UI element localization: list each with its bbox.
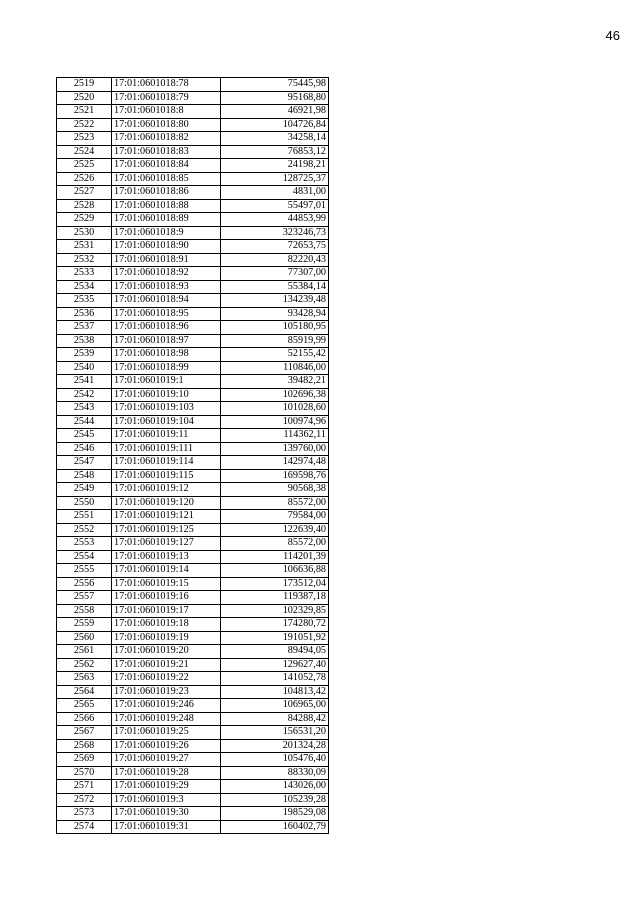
value-cell: 143026,00	[221, 780, 329, 794]
value-cell: 105476,40	[221, 753, 329, 767]
row-index-cell: 2532	[57, 253, 112, 267]
cadastral-number-cell: 17:01:0601019:11	[112, 429, 221, 443]
cadastral-number-cell: 17:01:0601018:93	[112, 280, 221, 294]
row-index-cell: 2539	[57, 348, 112, 362]
cadastral-number-cell: 17:01:0601019:19	[112, 631, 221, 645]
row-index-cell: 2543	[57, 402, 112, 416]
row-index-cell: 2534	[57, 280, 112, 294]
table-row	[57, 658, 329, 672]
row-index-cell: 2569	[57, 753, 112, 767]
cadastral-number-cell: 17:01:0601018:96	[112, 321, 221, 335]
cadastral-number-cell: 17:01:0601018:82	[112, 132, 221, 146]
table-row	[57, 307, 329, 321]
value-cell: 323246,73	[221, 226, 329, 240]
value-cell: 129627,40	[221, 658, 329, 672]
cadastral-number-cell: 17:01:0601019:14	[112, 564, 221, 578]
table-row	[57, 591, 329, 605]
table-row	[57, 793, 329, 807]
value-cell: 101028,60	[221, 402, 329, 416]
cadastral-number-cell: 17:01:0601019:121	[112, 510, 221, 524]
row-index-cell: 2556	[57, 577, 112, 591]
row-index-cell: 2559	[57, 618, 112, 632]
table-row	[57, 78, 329, 92]
table-row	[57, 361, 329, 375]
row-index-cell: 2522	[57, 118, 112, 132]
row-index-cell: 2531	[57, 240, 112, 254]
row-index-cell: 2548	[57, 469, 112, 483]
table-row	[57, 820, 329, 834]
value-cell: 174280,72	[221, 618, 329, 632]
cadastral-number-cell: 17:01:0601019:12	[112, 483, 221, 497]
value-cell: 24198,21	[221, 159, 329, 173]
table-row	[57, 672, 329, 686]
cadastral-number-cell: 17:01:0601019:111	[112, 442, 221, 456]
table-row	[57, 294, 329, 308]
cadastral-number-cell: 17:01:0601019:30	[112, 807, 221, 821]
table-row	[57, 172, 329, 186]
value-cell: 77307,00	[221, 267, 329, 281]
value-cell: 46921,98	[221, 105, 329, 119]
cadastral-number-cell: 17:01:0601019:25	[112, 726, 221, 740]
value-cell: 102329,85	[221, 604, 329, 618]
table-row	[57, 159, 329, 173]
row-index-cell: 2555	[57, 564, 112, 578]
row-index-cell: 2552	[57, 523, 112, 537]
value-cell: 104726,84	[221, 118, 329, 132]
row-index-cell: 2558	[57, 604, 112, 618]
row-index-cell: 2541	[57, 375, 112, 389]
row-index-cell: 2544	[57, 415, 112, 429]
table-row	[57, 456, 329, 470]
cadastral-number-cell: 17:01:0601019:16	[112, 591, 221, 605]
row-index-cell: 2542	[57, 388, 112, 402]
table-row	[57, 132, 329, 146]
cadastral-number-cell: 17:01:0601018:78	[112, 78, 221, 92]
table-row	[57, 199, 329, 213]
value-cell: 122639,40	[221, 523, 329, 537]
row-index-cell: 2545	[57, 429, 112, 443]
cadastral-number-cell: 17:01:0601018:89	[112, 213, 221, 227]
value-cell: 142974,48	[221, 456, 329, 470]
value-cell: 90568,38	[221, 483, 329, 497]
cadastral-number-cell: 17:01:0601018:79	[112, 91, 221, 105]
value-cell: 169598,76	[221, 469, 329, 483]
value-cell: 84288,42	[221, 712, 329, 726]
table-row	[57, 699, 329, 713]
value-cell: 201324,28	[221, 739, 329, 753]
cadastral-number-cell: 17:01:0601019:104	[112, 415, 221, 429]
row-index-cell: 2564	[57, 685, 112, 699]
row-index-cell: 2561	[57, 645, 112, 659]
cadastral-number-cell: 17:01:0601019:29	[112, 780, 221, 794]
cadastral-number-cell: 17:01:0601018:99	[112, 361, 221, 375]
cadastral-number-cell: 17:01:0601019:13	[112, 550, 221, 564]
table-row	[57, 402, 329, 416]
table-row	[57, 388, 329, 402]
row-index-cell: 2521	[57, 105, 112, 119]
cadastral-number-cell: 17:01:0601018:9	[112, 226, 221, 240]
cadastral-number-cell: 17:01:0601019:103	[112, 402, 221, 416]
table-row	[57, 415, 329, 429]
cadastral-number-cell: 17:01:0601018:94	[112, 294, 221, 308]
row-index-cell: 2573	[57, 807, 112, 821]
row-index-cell: 2550	[57, 496, 112, 510]
cadastral-number-cell: 17:01:0601019:18	[112, 618, 221, 632]
value-cell: 105180,95	[221, 321, 329, 335]
row-index-cell: 2568	[57, 739, 112, 753]
row-index-cell: 2525	[57, 159, 112, 173]
table-row	[57, 267, 329, 281]
cadastral-number-cell: 17:01:0601019:125	[112, 523, 221, 537]
cadastral-number-cell: 17:01:0601019:28	[112, 766, 221, 780]
table-row	[57, 550, 329, 564]
row-index-cell: 2574	[57, 820, 112, 834]
row-index-cell: 2557	[57, 591, 112, 605]
table-row	[57, 145, 329, 159]
table-row	[57, 280, 329, 294]
cadastral-number-cell: 17:01:0601019:3	[112, 793, 221, 807]
row-index-cell: 2549	[57, 483, 112, 497]
cadastral-number-cell: 17:01:0601018:97	[112, 334, 221, 348]
table-row	[57, 604, 329, 618]
row-index-cell: 2519	[57, 78, 112, 92]
row-index-cell: 2524	[57, 145, 112, 159]
value-cell: 85572,00	[221, 537, 329, 551]
row-index-cell: 2520	[57, 91, 112, 105]
table-row	[57, 253, 329, 267]
value-cell: 160402,79	[221, 820, 329, 834]
row-index-cell: 2538	[57, 334, 112, 348]
cadastral-number-cell: 17:01:0601018:95	[112, 307, 221, 321]
value-cell: 55497,01	[221, 199, 329, 213]
value-cell: 79584,00	[221, 510, 329, 524]
table-row	[57, 321, 329, 335]
row-index-cell: 2540	[57, 361, 112, 375]
value-cell: 93428,94	[221, 307, 329, 321]
row-index-cell: 2551	[57, 510, 112, 524]
cadastral-number-cell: 17:01:0601018:85	[112, 172, 221, 186]
row-index-cell: 2533	[57, 267, 112, 281]
table-row	[57, 429, 329, 443]
row-index-cell: 2567	[57, 726, 112, 740]
value-cell: 105239,28	[221, 793, 329, 807]
cadastral-number-cell: 17:01:0601018:88	[112, 199, 221, 213]
cadastral-number-cell: 17:01:0601019:23	[112, 685, 221, 699]
row-index-cell: 2546	[57, 442, 112, 456]
table-row	[57, 807, 329, 821]
value-cell: 100974,96	[221, 415, 329, 429]
cadastral-number-cell: 17:01:0601019:120	[112, 496, 221, 510]
value-cell: 39482,21	[221, 375, 329, 389]
value-cell: 89494,05	[221, 645, 329, 659]
value-cell: 72653,75	[221, 240, 329, 254]
row-index-cell: 2563	[57, 672, 112, 686]
table-row	[57, 685, 329, 699]
table-row	[57, 226, 329, 240]
cadastral-number-cell: 17:01:0601019:15	[112, 577, 221, 591]
cadastral-number-cell: 17:01:0601018:80	[112, 118, 221, 132]
row-index-cell: 2529	[57, 213, 112, 227]
value-cell: 139760,00	[221, 442, 329, 456]
cadastral-number-cell: 17:01:0601019:1	[112, 375, 221, 389]
cadastral-number-cell: 17:01:0601018:83	[112, 145, 221, 159]
table-row	[57, 577, 329, 591]
table-row	[57, 739, 329, 753]
cadastral-number-cell: 17:01:0601019:31	[112, 820, 221, 834]
table-row	[57, 442, 329, 456]
table-row	[57, 186, 329, 200]
row-index-cell: 2553	[57, 537, 112, 551]
value-cell: 102696,38	[221, 388, 329, 402]
table-row	[57, 631, 329, 645]
cadastral-number-cell: 17:01:0601018:84	[112, 159, 221, 173]
table-row	[57, 469, 329, 483]
cadastral-number-cell: 17:01:0601019:115	[112, 469, 221, 483]
value-cell: 141052,78	[221, 672, 329, 686]
value-cell: 104813,42	[221, 685, 329, 699]
cadastral-number-cell: 17:01:0601018:92	[112, 267, 221, 281]
row-index-cell: 2535	[57, 294, 112, 308]
table-row	[57, 780, 329, 794]
value-cell: 106965,00	[221, 699, 329, 713]
row-index-cell: 2565	[57, 699, 112, 713]
cadastral-number-cell: 17:01:0601019:26	[112, 739, 221, 753]
value-cell: 34258,14	[221, 132, 329, 146]
table-row	[57, 753, 329, 767]
cadastral-number-cell: 17:01:0601018:90	[112, 240, 221, 254]
value-cell: 88330,09	[221, 766, 329, 780]
row-index-cell: 2554	[57, 550, 112, 564]
value-cell: 128725,37	[221, 172, 329, 186]
row-index-cell: 2562	[57, 658, 112, 672]
table-row	[57, 712, 329, 726]
cadastral-number-cell: 17:01:0601019:10	[112, 388, 221, 402]
table-row	[57, 348, 329, 362]
row-index-cell: 2571	[57, 780, 112, 794]
value-cell: 191051,92	[221, 631, 329, 645]
row-index-cell: 2566	[57, 712, 112, 726]
cadastral-number-cell: 17:01:0601019:21	[112, 658, 221, 672]
cadastral-number-cell: 17:01:0601018:8	[112, 105, 221, 119]
table-row	[57, 240, 329, 254]
row-index-cell: 2523	[57, 132, 112, 146]
row-index-cell: 2527	[57, 186, 112, 200]
value-cell: 114362,11	[221, 429, 329, 443]
table-row	[57, 523, 329, 537]
table-row	[57, 105, 329, 119]
row-index-cell: 2572	[57, 793, 112, 807]
table-row	[57, 375, 329, 389]
cadastral-number-cell: 17:01:0601019:27	[112, 753, 221, 767]
table-row	[57, 537, 329, 551]
table-row	[57, 726, 329, 740]
row-index-cell: 2536	[57, 307, 112, 321]
cadastral-number-cell: 17:01:0601019:22	[112, 672, 221, 686]
value-cell: 52155,42	[221, 348, 329, 362]
value-cell: 95168,80	[221, 91, 329, 105]
table-row	[57, 766, 329, 780]
value-cell: 106636,88	[221, 564, 329, 578]
value-cell: 110846,00	[221, 361, 329, 375]
value-cell: 4831,00	[221, 186, 329, 200]
cadastral-number-cell: 17:01:0601019:114	[112, 456, 221, 470]
page-number: 46	[605, 28, 620, 43]
table-row	[57, 618, 329, 632]
table-row	[57, 564, 329, 578]
row-index-cell: 2570	[57, 766, 112, 780]
value-cell: 85919,99	[221, 334, 329, 348]
table-body	[57, 78, 329, 834]
row-index-cell: 2530	[57, 226, 112, 240]
data-table	[56, 77, 329, 834]
row-index-cell: 2560	[57, 631, 112, 645]
value-cell: 85572,00	[221, 496, 329, 510]
value-cell: 173512,04	[221, 577, 329, 591]
value-cell: 75445,98	[221, 78, 329, 92]
cadastral-number-cell: 17:01:0601018:86	[112, 186, 221, 200]
value-cell: 156531,20	[221, 726, 329, 740]
table-row	[57, 510, 329, 524]
cadastral-number-cell: 17:01:0601019:246	[112, 699, 221, 713]
cadastral-number-cell: 17:01:0601019:127	[112, 537, 221, 551]
row-index-cell: 2528	[57, 199, 112, 213]
value-cell: 119387,18	[221, 591, 329, 605]
cadastral-number-cell: 17:01:0601018:98	[112, 348, 221, 362]
value-cell: 198529,08	[221, 807, 329, 821]
row-index-cell: 2547	[57, 456, 112, 470]
table-row	[57, 334, 329, 348]
cadastral-number-cell: 17:01:0601019:17	[112, 604, 221, 618]
value-cell: 55384,14	[221, 280, 329, 294]
value-cell: 114201,39	[221, 550, 329, 564]
cadastral-number-cell: 17:01:0601019:248	[112, 712, 221, 726]
cadastral-number-cell: 17:01:0601018:91	[112, 253, 221, 267]
table-row	[57, 91, 329, 105]
value-cell: 134239,48	[221, 294, 329, 308]
table-row	[57, 496, 329, 510]
value-cell: 44853,99	[221, 213, 329, 227]
table-row	[57, 645, 329, 659]
table-row	[57, 118, 329, 132]
table-row	[57, 213, 329, 227]
value-cell: 82220,43	[221, 253, 329, 267]
row-index-cell: 2537	[57, 321, 112, 335]
cadastral-number-cell: 17:01:0601019:20	[112, 645, 221, 659]
row-index-cell: 2526	[57, 172, 112, 186]
table-row	[57, 483, 329, 497]
value-cell: 76853,12	[221, 145, 329, 159]
